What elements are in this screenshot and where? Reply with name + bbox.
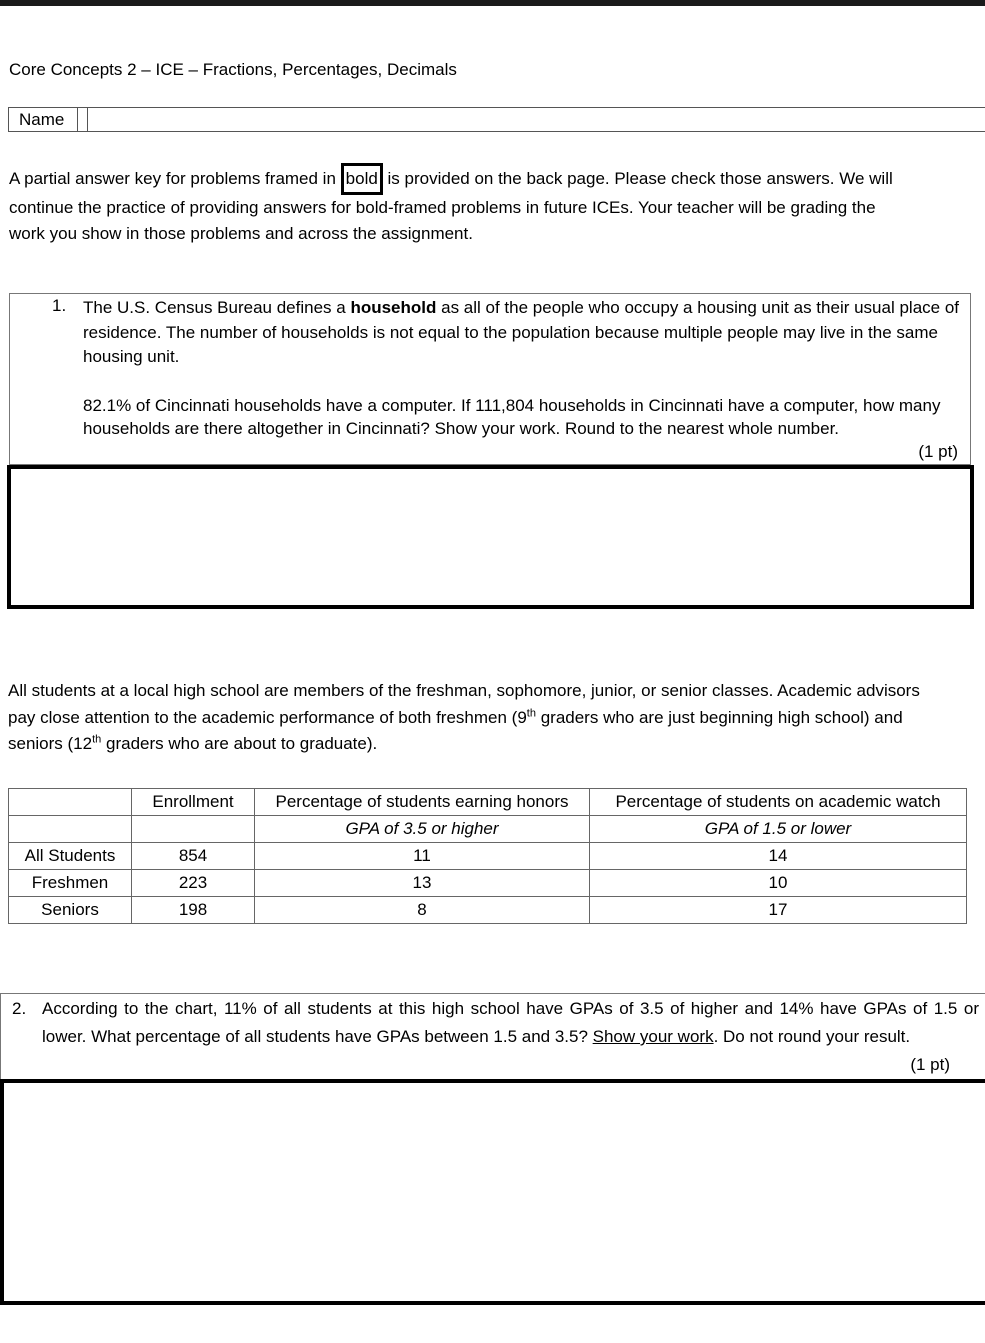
question-1-number: 1. (52, 296, 67, 315)
intro-line-2: continue the practice of providing answers for bold-framed problems in future ICEs. Your teacher will be grading the (9, 198, 876, 217)
table-cell: Freshmen (9, 870, 132, 897)
name-label: Name (8, 107, 88, 132)
table-cell: Seniors (9, 897, 132, 924)
context-line-2 (8, 705, 985, 732)
table-cell: All Students (9, 843, 132, 870)
gpa-table (8, 788, 967, 924)
table-subheader-cell (9, 816, 132, 843)
answer-box-1[interactable] (7, 465, 974, 609)
context-paragraph (8, 678, 985, 758)
context-line-3a: seniors (12 (8, 734, 93, 753)
q1-def-start: The U.S. Census Bureau defines a (83, 298, 351, 317)
q2-show-work: Show your work (592, 1027, 714, 1046)
context-line-2a: pay close attention to the academic performance of both freshmen (9 (8, 707, 527, 727)
question-1-definition (83, 296, 968, 370)
bold-box-example: bold (341, 163, 383, 195)
answer-box-2[interactable] (0, 1079, 985, 1305)
q1-def-rest: as all of the people who occupy a housing unit as their usual place of residence. The number of households is not equal to the population because multiple people may live in the same housing unit. (83, 298, 960, 366)
question-2-points: (1 pt) (910, 1055, 950, 1074)
superscript-th-1: th (526, 706, 536, 719)
table-row (9, 870, 967, 897)
q2-text-start: According to the chart, 11% of all students at this high school have GPAs of 3.5 of higher and 14% have GPAs of 1.5 or lower. What percentage of all students have GPAs between 1.5 and 3.5? (42, 999, 979, 1046)
context-line-3 (8, 731, 985, 758)
table-cell: 14 (590, 843, 967, 870)
question-2-number: 2. (12, 999, 27, 1018)
intro-line-3: work you show in those problems and across the assignment. (9, 224, 473, 243)
table-cell: 8 (255, 897, 590, 924)
name-row (8, 107, 985, 132)
question-1-prompt: 82.1% of Cincinnati households have a computer. If 111,804 households in Cincinnati have a computer, how many households are there altogether in Cincinnati? Show your work. Round to the nearest whole number. (83, 396, 941, 438)
table-cell: 854 (132, 843, 255, 870)
top-border (0, 0, 985, 6)
table-header-cell: Percentage of students earning honors (255, 789, 590, 816)
q2-text-end: . Do not round your result. (713, 1027, 911, 1046)
table-cell: 223 (132, 870, 255, 897)
intro-text-end: is provided on the back page. Please check those answers. We will (382, 169, 893, 188)
q1-household-term: household (350, 298, 437, 317)
table-subheader-cell: GPA of 3.5 or higher (255, 816, 590, 843)
table-header-cell: Enrollment (132, 789, 255, 816)
table-cell: 10 (590, 870, 967, 897)
table-subheader-cell: GPA of 1.5 or lower (590, 816, 967, 843)
context-line-2b: graders who are just beginning high school) and (535, 707, 903, 727)
context-line-1: All students at a local high school are members of the freshman, sophomore, junior, or senior classes. Academic advisors (8, 681, 920, 700)
table-cell: 198 (132, 897, 255, 924)
question-2-prompt (42, 995, 979, 1051)
question-1-points: (1 pt) (918, 442, 958, 461)
table-cell: 11 (255, 843, 590, 870)
context-line-3b: graders who are about to graduate). (101, 734, 378, 753)
intro-text-start: A partial answer key for problems framed in (9, 169, 341, 188)
table-header-cell (9, 789, 132, 816)
table-subheader-row (9, 816, 967, 843)
table-row (9, 843, 967, 870)
table-cell: 13 (255, 870, 590, 897)
page-title: Core Concepts 2 – ICE – Fractions, Percentages, Decimals (9, 60, 457, 79)
table-row (9, 897, 967, 924)
intro-paragraph (9, 163, 969, 247)
table-header-cell: Percentage of students on academic watch (590, 789, 967, 816)
table-header-row (9, 789, 967, 816)
table-subheader-cell (132, 816, 255, 843)
superscript-th-2: th (92, 733, 102, 746)
table-cell: 17 (590, 897, 967, 924)
name-field[interactable] (77, 107, 985, 132)
